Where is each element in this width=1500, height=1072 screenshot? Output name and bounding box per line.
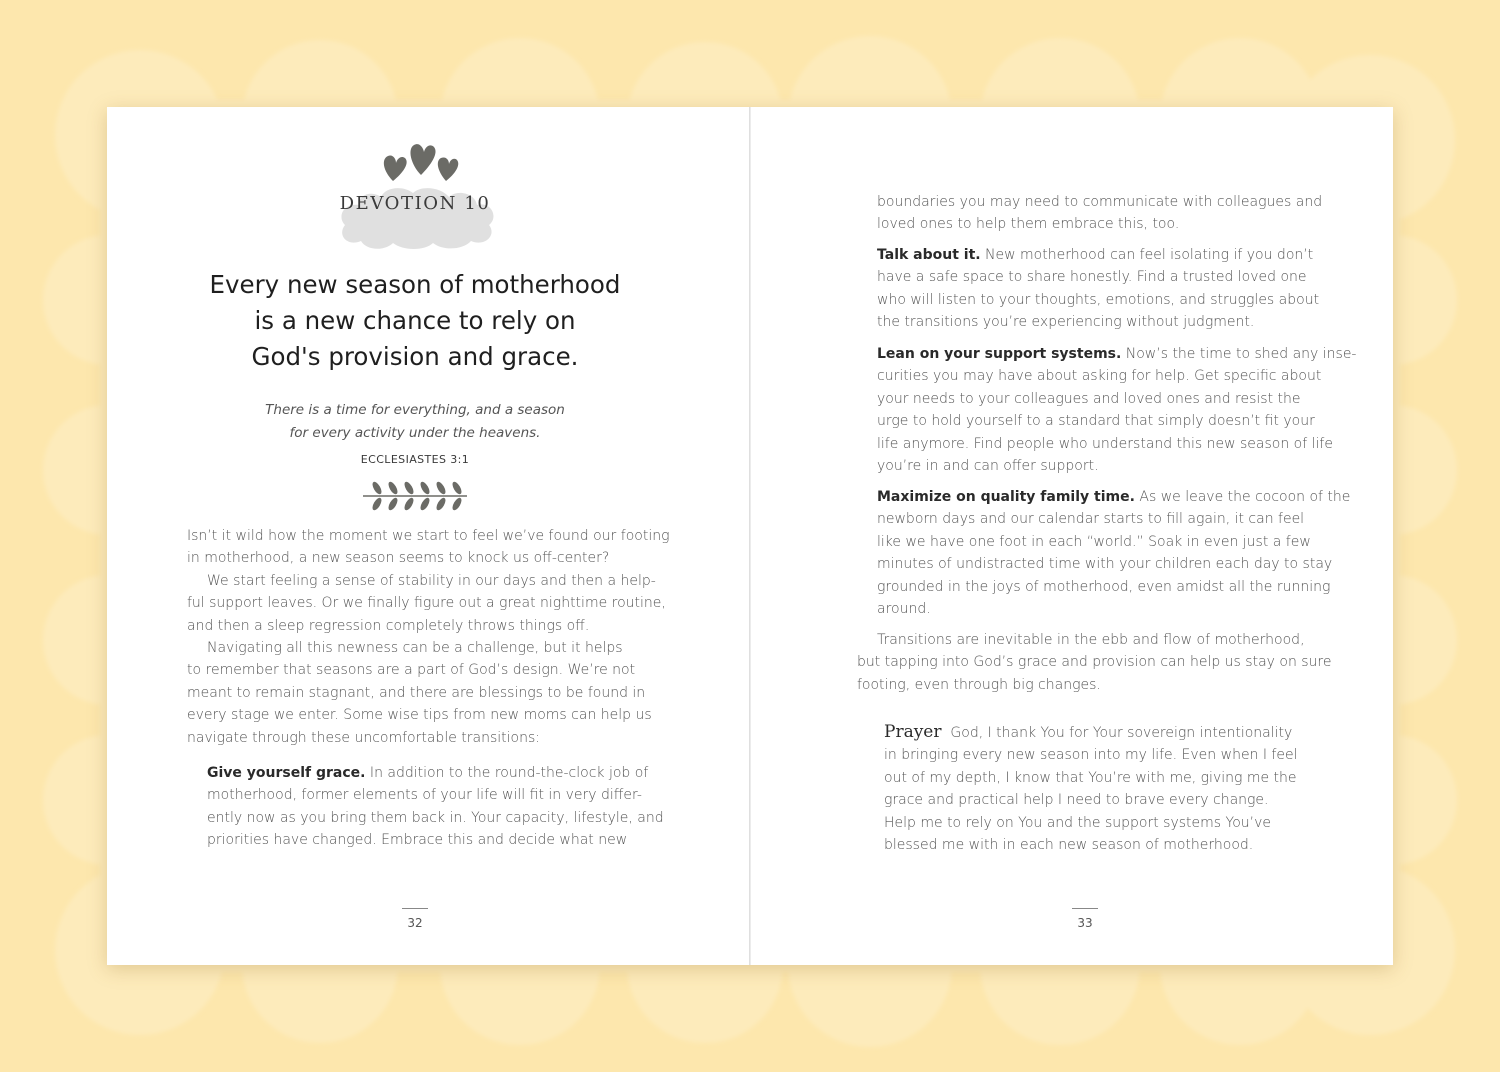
body-line: the transitions you’re experiencing without judgment. [877,314,1255,331]
tip-heading: Talk about it. [877,247,981,263]
body-line: your needs to your colleagues and loved ones and resist the [877,390,1301,407]
body-line: navigate through these uncomfortable transitions: [187,729,540,746]
body-line: blessed me with in each new season of motherhood. [884,837,1254,854]
devotion-label: DEVOTION 10 [339,193,491,214]
body-line: grounded in the joys of motherhood, even amidst all the running [877,578,1331,595]
body-line: around. [877,601,931,618]
folio-rule [1072,908,1098,909]
body-line: every stage we enter. Some wise tips from new moms can help us [187,707,652,724]
body-line: have a safe space to share honestly. Find a trusted loved one [877,269,1307,286]
continued-paragraph [877,191,1347,236]
left-page [107,107,749,965]
headline-line: Every new season of motherhood [209,270,621,299]
closing-paragraph [857,629,1347,696]
body-line: urge to hold yourself to a standard that simply doesn’t fit your [877,413,1315,430]
body-line: and then a sleep regression completely throws things off. [187,617,590,634]
body-line: We start feeling a sense of stability in our days and then a help- [207,572,656,589]
body-line: but tapping into God’s grace and provision can help us stay on sure [857,654,1332,671]
body-line: to remember that seasons are a part of God’s design. We’re not [187,662,636,679]
body-line: in bringing every new season into my life. Even when I feel [884,747,1298,764]
body-line: who will listen to your thoughts, emotions, and struggles about [877,291,1320,308]
body-line: like we have one foot in each “world.” Soak in even just a few [877,533,1311,550]
body-text: In addition to the round-the-clock job of [365,765,649,781]
headline-line: God's provision and grace. [251,342,579,371]
right-page [751,107,1393,965]
body-line: motherhood, former elements of your life will fit in very differ- [207,787,642,804]
tip-family-time [877,486,1351,620]
page-number: 32 [407,916,423,930]
body-text: As we leave the cocoon of the [1134,489,1351,505]
tip-talk-about-it [877,244,1347,334]
body-line: boundaries you may need to communicate with colleagues and [877,194,1323,210]
page-number: 33 [1077,916,1093,930]
tip-heading: Give yourself grace. [207,765,366,781]
body-line: life anymore. Find people who understand this new season of life [877,435,1333,452]
body-line: newborn days and our calendar starts to fill again, it can feel [877,511,1305,528]
body-line: you’re in and can offer support. [877,458,1099,475]
folio-rule [402,908,428,909]
tip-heading: Lean on your support systems. [877,346,1122,362]
body-line: in motherhood, a new season seems to knock us off-center? [187,550,610,567]
body-line: ful support leaves. Or we finally figure out a great nighttime routine, [187,595,666,612]
tip-give-yourself-grace [207,762,667,852]
verse-reference: ECCLESIASTES 3:1 [360,453,470,466]
body-text: Now’s the time to shed any inse- [1121,346,1357,362]
prayer-label: Prayer [884,722,942,742]
body-line: ently now as you bring them back in. Your capacity, lifestyle, and [207,809,664,826]
body-line: loved ones to help them embrace this, too. [877,216,1180,233]
scripture-verse [215,399,615,445]
body-line: curities you may have about asking for help. Get specific about [877,368,1322,385]
verse-line: There is a time for everything, and a season [265,402,565,418]
body-text: God, I thank You for Your sovereign intentionality [950,725,1293,741]
body-line: priorities have changed. Embrace this and decide what new [207,832,628,849]
intro-paragraph [187,525,670,749]
leaf-sprig-icon [359,479,471,513]
book-spread [107,107,1393,965]
tip-support-systems [877,343,1357,477]
body-line: meant to remain stagnant, and there are blessings to be found in [187,684,646,701]
body-line: Transitions are inevitable in the ebb and flow of motherhood, [877,632,1305,648]
body-line: minutes of undistracted time with your children each day to stay [877,556,1333,573]
body-line: Isn’t it wild how the moment we start to feel we’ve found our footing [187,528,670,544]
devotion-headline [167,267,663,375]
body-line: Help me to rely on You and the support systems You’ve [884,814,1271,831]
body-line: Navigating all this newness can be a challenge, but it helps [207,640,623,657]
verse-line: for every activity under the heavens. [289,425,541,441]
body-line: grace and practical help I need to brave every change. [884,792,1269,809]
body-text: New motherhood can feel isolating if you don’t [980,247,1314,263]
body-line: out of my depth, I know that You’re with me, giving me the [884,769,1297,786]
headline-line: is a new chance to rely on [254,306,576,335]
body-line: footing, even through big changes. [857,676,1101,693]
prayer-block [884,721,1344,856]
hearts-icon [384,144,458,181]
tip-heading: Maximize on quality family time. [877,489,1135,505]
